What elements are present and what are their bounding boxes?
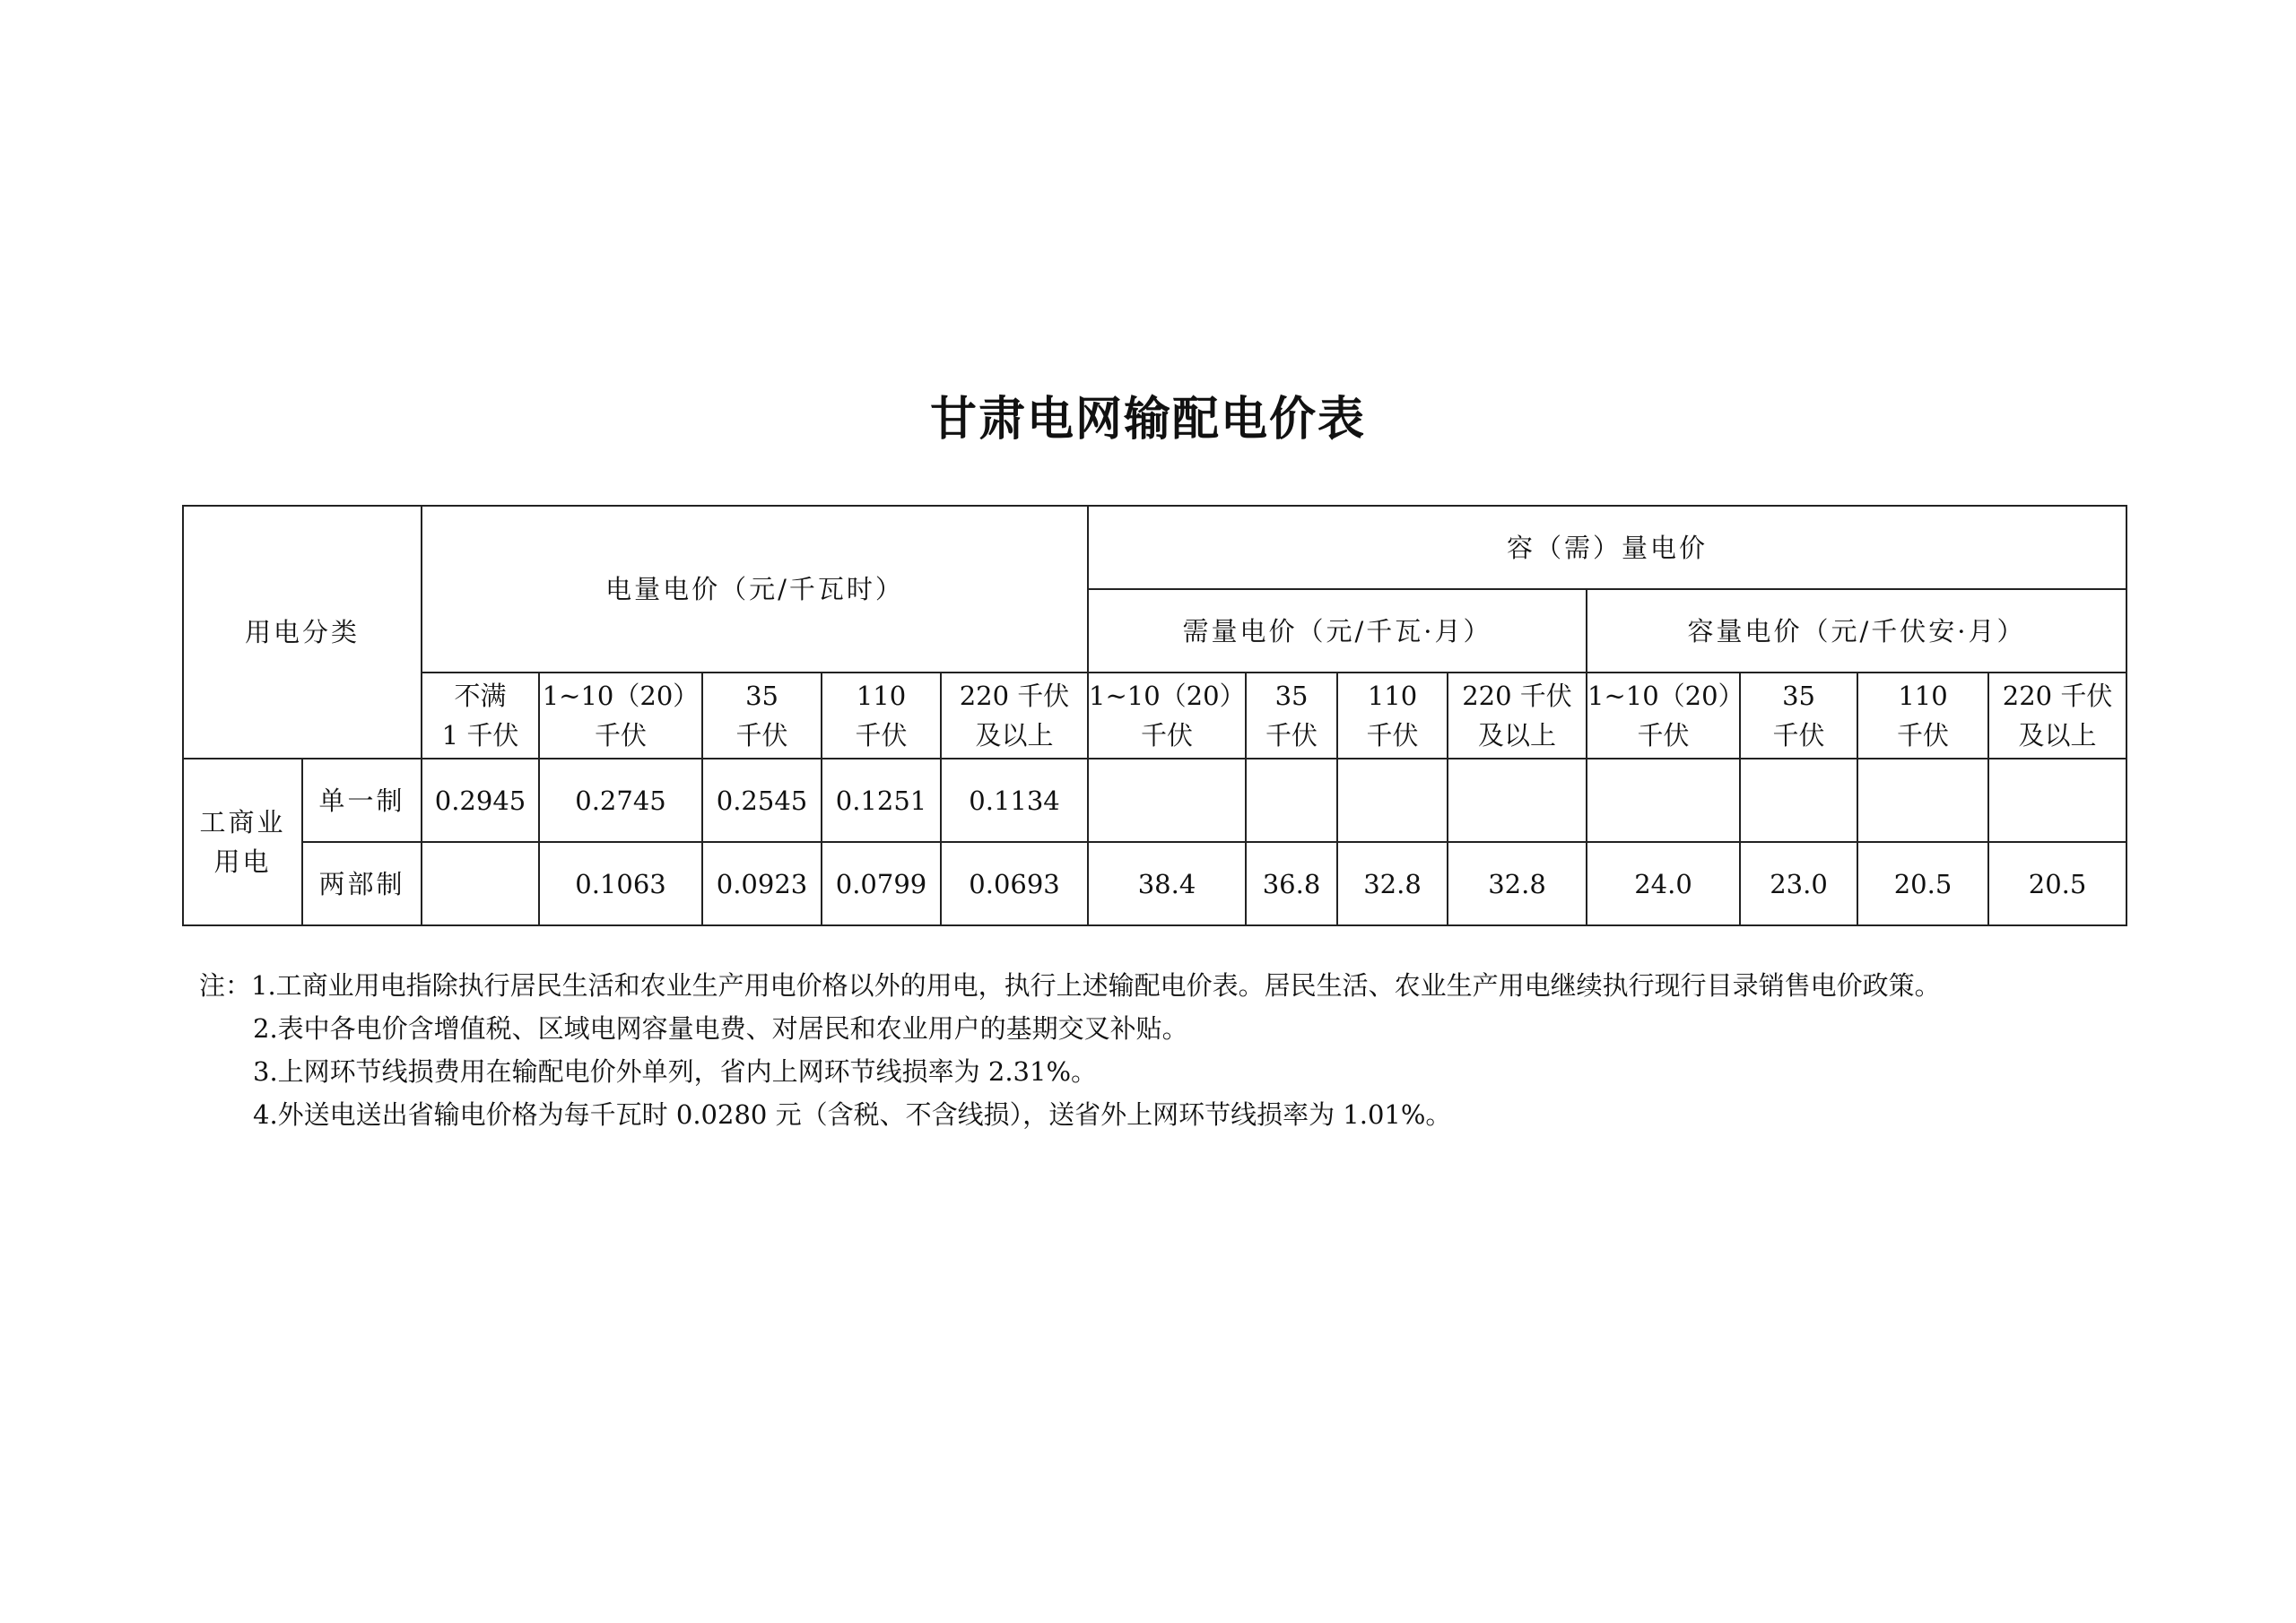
- category-header: 用电分类: [183, 506, 422, 759]
- note-4: 4.外送电送出省输电价格为每千瓦时 0.0280 元（含税、不含线损），送省外上网环节线损率为 1.01%。: [253, 1099, 1452, 1130]
- energy-price-header: 电量电价（元/千瓦时）: [422, 506, 1088, 673]
- voltage-header-row: [183, 673, 2126, 759]
- table-cell: [1088, 759, 1246, 842]
- table-cell: [1587, 759, 1740, 842]
- table-cell: [1448, 759, 1587, 842]
- table-cell: 0.1134: [941, 759, 1088, 842]
- table-cell: 0.2945: [422, 759, 539, 842]
- table-cell: [1246, 759, 1337, 842]
- voltage-header: 110 千伏: [1337, 673, 1448, 759]
- voltage-header: 35 千伏: [702, 673, 822, 759]
- voltage-header: 220 千伏 及以上: [941, 673, 1088, 759]
- demand-price-header: 需量电价（元/千瓦·月）: [1088, 589, 1587, 673]
- table-cell: 0.2745: [539, 759, 702, 842]
- table-cell: 20.5: [1988, 842, 2126, 925]
- voltage-header: 220 千伏 及以上: [1988, 673, 2126, 759]
- table-cell: 24.0: [1587, 842, 1740, 925]
- note-3: 3.上网环节线损费用在输配电价外单列，省内上网环节线损率为 2.31%。: [253, 1056, 1098, 1087]
- table-cell: 0.1063: [539, 842, 702, 925]
- row-type-label: 单一制: [302, 759, 422, 842]
- voltage-header: 不满 1 千伏: [422, 673, 539, 759]
- document-title: 甘肃电网输配电价表: [929, 392, 1366, 447]
- note-1: 注：1.工商业用电指除执行居民生活和农业生产用电价格以外的用电，执行上述输配电价表。居民生活、农业生产用电继续执行现行目录销售电价政策。: [199, 970, 1941, 1001]
- voltage-header: 1~10（20） 千伏: [1088, 673, 1246, 759]
- voltage-header: 220 千伏 及以上: [1448, 673, 1587, 759]
- capacity-price-header: 容量电价（元/千伏安·月）: [1587, 589, 2126, 673]
- table-cell: 38.4: [1088, 842, 1246, 925]
- table-cell: 32.8: [1448, 842, 1587, 925]
- table-row: [183, 759, 2126, 842]
- voltage-header: 35 千伏: [1740, 673, 1857, 759]
- table-cell: 0.1251: [822, 759, 941, 842]
- row-type-label: 两部制: [302, 842, 422, 925]
- tariff-table: [182, 505, 2127, 926]
- voltage-header: 35 千伏: [1246, 673, 1337, 759]
- table-row: [183, 842, 2126, 925]
- table-cell: [1988, 759, 2126, 842]
- table-cell: 32.8: [1337, 842, 1448, 925]
- table-cell: [1740, 759, 1857, 842]
- table-cell: 0.0923: [702, 842, 822, 925]
- table-cell: 36.8: [1246, 842, 1337, 925]
- table-cell: 20.5: [1857, 842, 1988, 925]
- table-cell: [1337, 759, 1448, 842]
- notes-section: [199, 964, 1941, 1136]
- capacity-group-header: 容（需）量电价: [1088, 506, 2126, 589]
- voltage-header: 110 千伏: [1857, 673, 1988, 759]
- table-cell: 0.2545: [702, 759, 822, 842]
- table-cell: 0.0693: [941, 842, 1088, 925]
- group-label: 工商业 用电: [183, 759, 302, 925]
- note-2: 2.表中各电价含增值税、区域电网容量电费、对居民和农业用户的基期交叉补贴。: [253, 1013, 1188, 1044]
- table-cell: 0.0799: [822, 842, 941, 925]
- table-cell: [1857, 759, 1988, 842]
- voltage-header: 110 千伏: [822, 673, 941, 759]
- header-row-1: [183, 506, 2126, 589]
- voltage-header: 1~10（20） 千伏: [539, 673, 702, 759]
- table-cell: [422, 842, 539, 925]
- table-cell: 23.0: [1740, 842, 1857, 925]
- voltage-header: 1~10（20） 千伏: [1587, 673, 1740, 759]
